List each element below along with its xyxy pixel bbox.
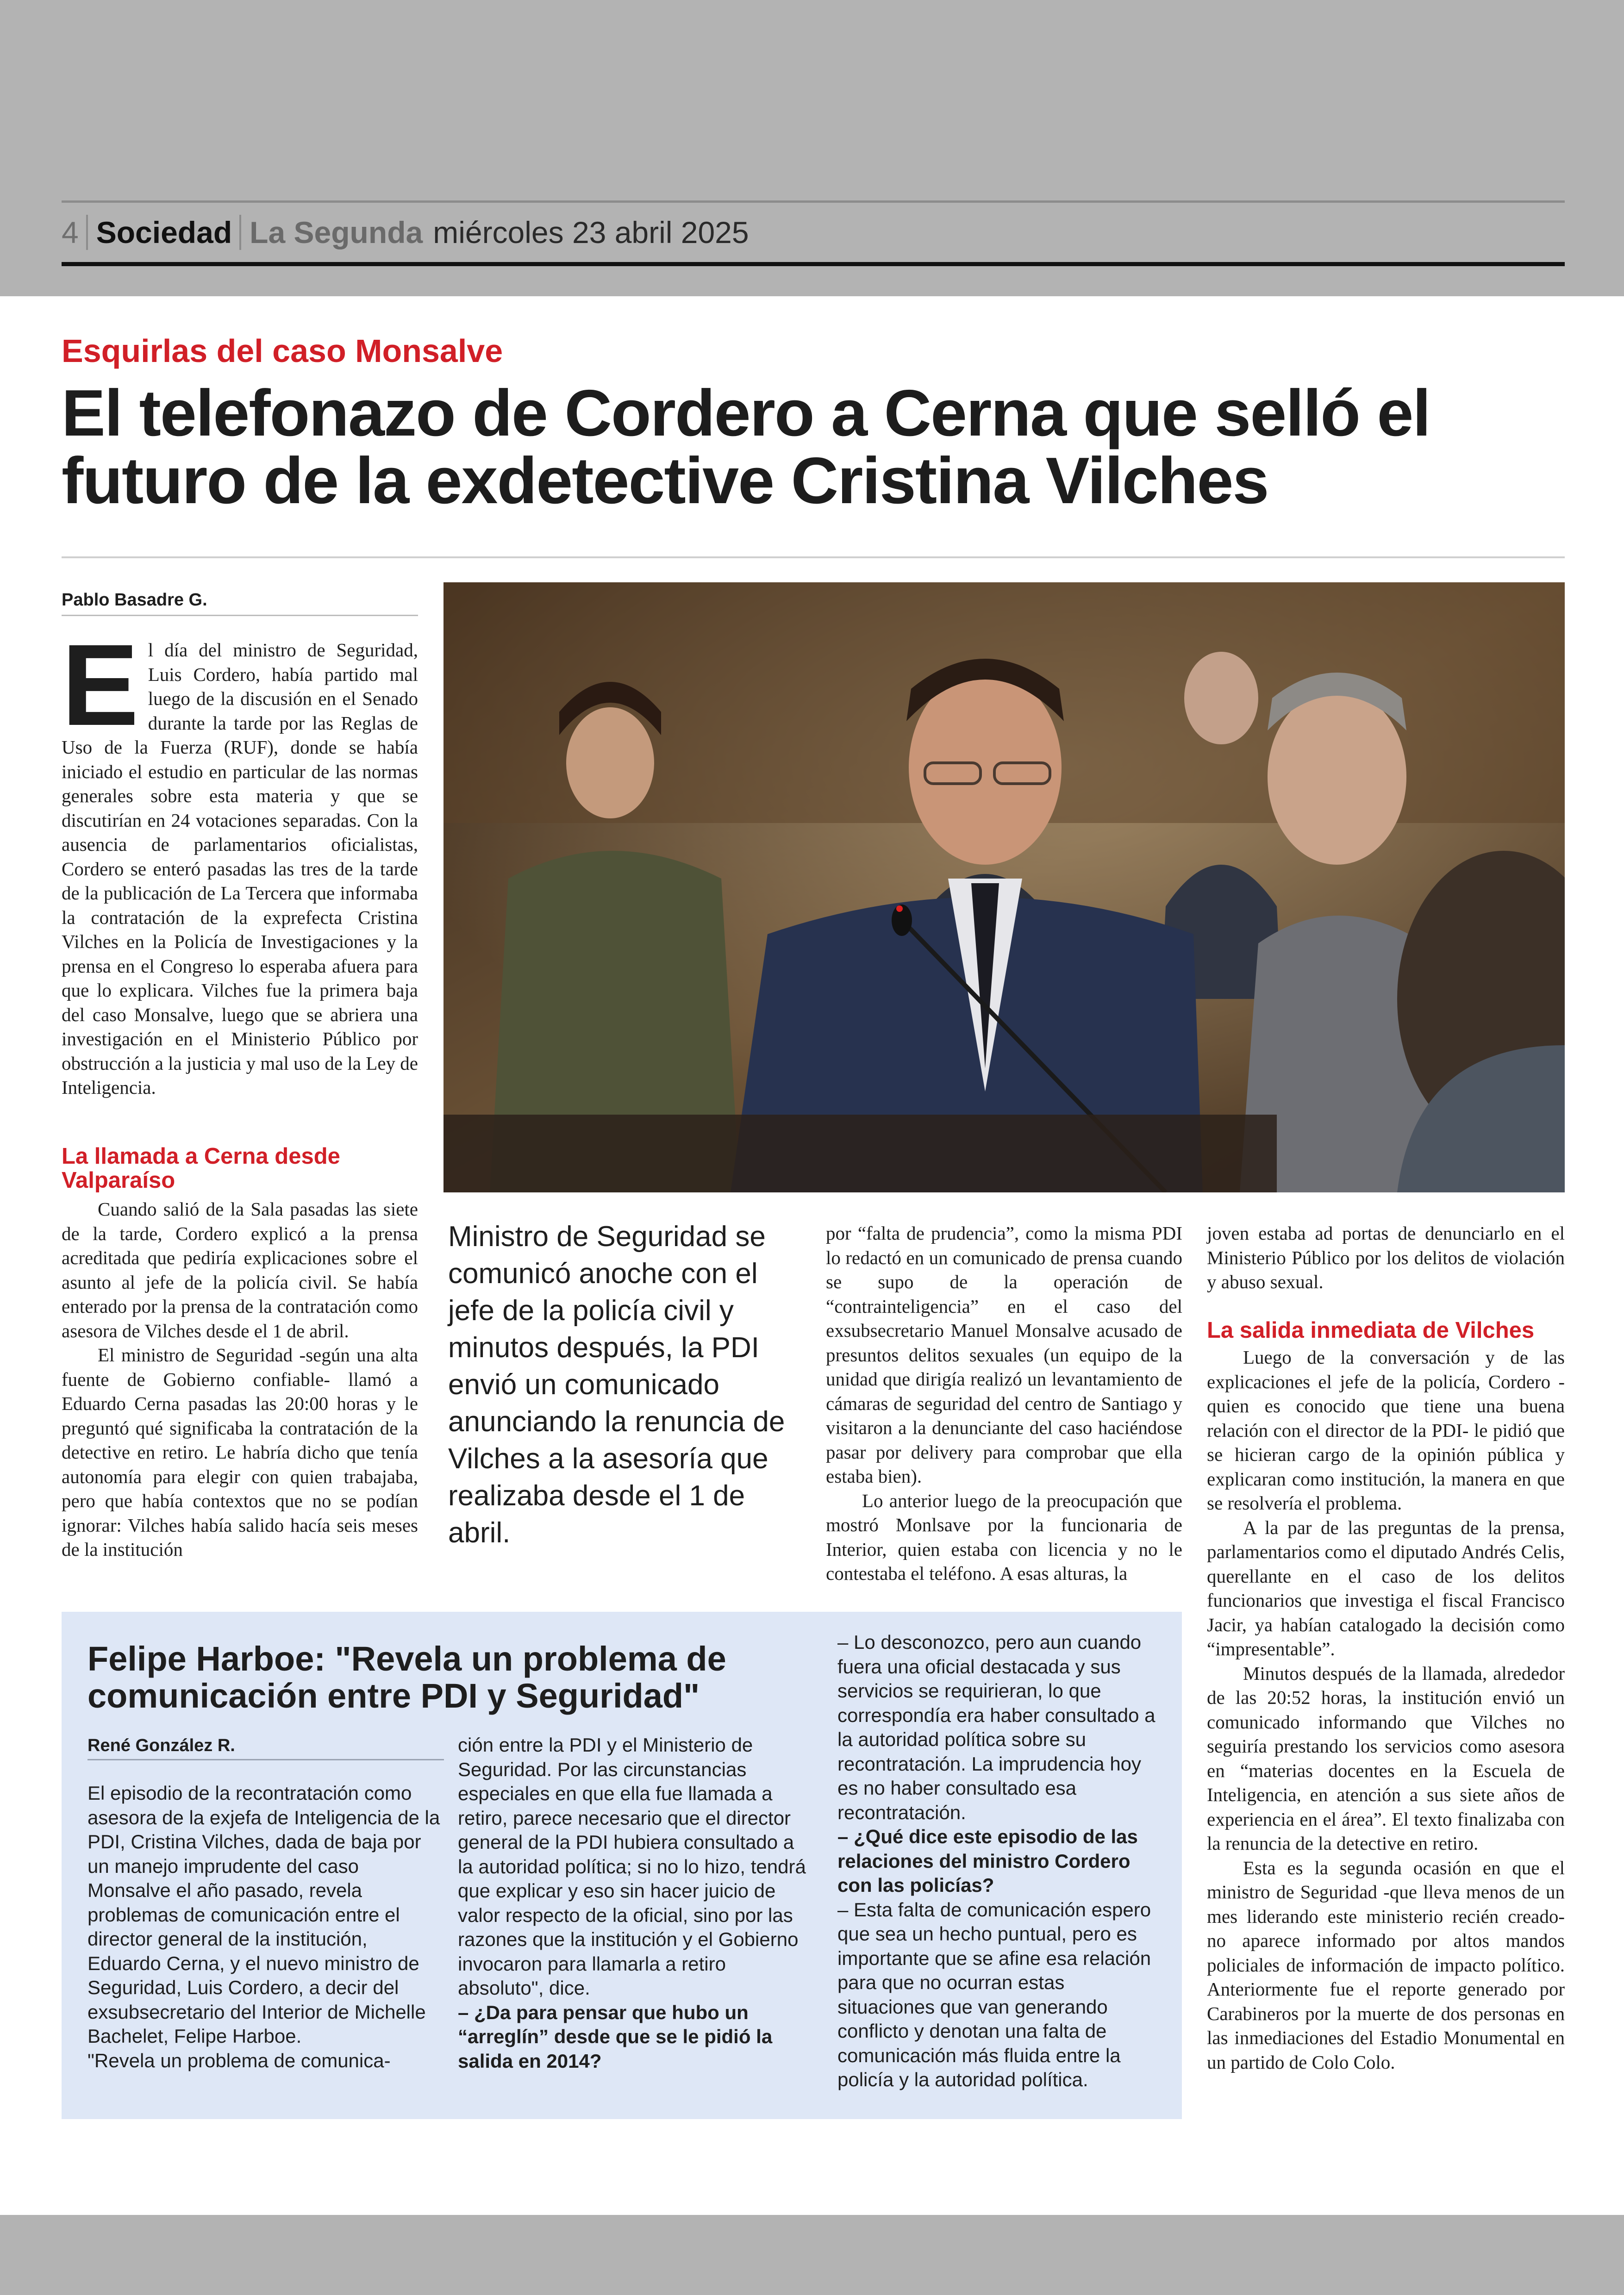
page-header: [62, 209, 749, 256]
paragraph: A la par de las preguntas de la prensa, parlamentarios como el diputado Andrés Celis, querellante en el caso de los delitos funcionarios que investiga el fiscal Francisco Jacir, ya habían catalogado la decisión como “impresentable”.: [1207, 1516, 1565, 1659]
interview-box: [62, 1612, 1182, 2119]
interview-paragraph: ción entre la PDI y el Ministerio de Seguridad. Por las circunstancias especiales en que ella fue llamada a retiro, parece necesario que el director general de la PDI hubiera consultado a la autoridad política; si no lo hizo, tendrá que explicar y eso sin hacer juicio de valor respecto de la oficial, sino por las razones que la institución y el Gobierno invocaron para llamarla a retiro absoluto", dice.: [458, 1734, 806, 1999]
subhead-llamada: La llamada a Cerna desde Valparaíso: [62, 1144, 340, 1193]
header-bottom-rule: [62, 262, 1565, 266]
pull-quote: Ministro de Seguridad se comunicó anoche con el jefe de la policía civil y minutos después, la PDI envió un comunicado anunciando la renuncia de Vilches a la asesoría que realizaba desde el 1 de abril.: [448, 1221, 785, 1549]
paragraph: Lo anterior luego de la preocupación que mostró Monlsave por la funcionaria de Interior, quien estaba con licencia y no le contestaba el teléfono. A esas alturas, la: [826, 1490, 1182, 1584]
publication-name: La Segunda: [250, 215, 423, 249]
article-intro: [62, 620, 418, 1100]
interview-question: [458, 2001, 814, 2074]
byline-rule: [62, 615, 418, 616]
drop-cap: E: [62, 620, 139, 749]
article-headline: El telefonazo de Cordero a Cerna que selló el futuro de la exdetective Cristina Vilches: [62, 376, 1430, 518]
paragraph: El ministro de Seguridad -según una alta fuente de Gobierno confiable- llamó a Eduardo Cerna pasadas las 20:00 horas y le preguntó qué significaba la contratación de la detective en retiro. Le habría dicho que tenía autonomía para elegir con quien trabajaba, pero que había contextos que no se podían ignorar: Vilches había salido hacía seis meses de la institución: [62, 1344, 418, 1560]
article-column-1: [62, 1197, 418, 1562]
photo-illustration: [443, 582, 1565, 1192]
bottom-margin: [0, 2215, 1624, 2295]
interview-answer: – Esta falta de comunicación espero que sea un hecho puntual, pero es importante que se afine esa relación para que no ocurran estas situaciones que van generando conflicto y denotan una falta de comunicación más fluida entre la policía y la autoridad política.: [837, 1898, 1151, 2090]
article-column-4: [1207, 1345, 1565, 2074]
paragraph: Minutos después de la llamada, alrededor de las 20:52 horas, la institución envió un comunicado informando que Vilches no seguiría prestando los servicios como asesora en “materias docentes en la Escuela de Inteligencia, en atención a sus siete años de experiencia en el área”. El texto finalizaba con la renuncia de la detective en retiro.: [1207, 1662, 1565, 1854]
article-column-4-top: [1207, 1221, 1565, 1294]
headline-rule: [62, 556, 1565, 558]
interview-paragraph: "Revela un problema de comunica-: [87, 2049, 391, 2071]
article-byline: Pablo Basadre G.: [62, 590, 207, 610]
interview-column-3: [837, 1630, 1166, 2092]
paragraph: Esta es la segunda ocasión en que el ministro de Seguridad -que lleva menos de un mes liderando este ministerio recién creado- no aparece informado por altos mandos policiales de información de impacto político. Anteriormente fue el reporte generado por Carabineros por la muerte de dos personas en las inmediaciones del Estadio Monumental en un partido de Colo Colo.: [1207, 1857, 1565, 2073]
paragraph: por “falta de prudencia”, como la misma PDI lo redactó en un comunicado de prensa cuando se supo de la operación de “contrainteligencia” en el caso del exsubsecretario Manuel Monsalve acusado de presuntos delitos sexuales (un equipo de la unidad que dirigía realizó un levantamiento de cámaras de seguridad del centro de Santiago y visitaron a la denunciante del caso haciéndose pasar por delivery para comprobar que ella estaba bien).: [826, 1222, 1182, 1487]
page-number: 4: [62, 215, 88, 250]
interview-answer: – Lo desconozco, pero aun cuando fuera una oficial destacada y sus servicios se requirieran, lo que correspondía era haber consultado a la autoridad política sobre su recontratación. La imprudencia hoy es no haber consultado esa recontratación.: [837, 1631, 1156, 1823]
header-top-rule: [62, 200, 1565, 203]
interview-byline: René González R.: [87, 1736, 235, 1755]
article-photo: [443, 582, 1565, 1192]
question-text: – ¿Da para pensar que hubo un “arreglín” desde que se le pidió la salida en 2014?: [458, 2001, 773, 2072]
intro-paragraph: l día del ministro de Seguridad, Luis Cordero, había partido mal luego de la discusión en el Senado durante la tarde por las Reglas de Uso de la Fuerza (RUF), donde se había iniciado el estudio en particular de las normas generales sobre esta materia y que se discutirían en 24 votaciones separadas. Con la ausencia de parlamentarios oficialistas, Cordero se enteró pasadas las tres de la tarde de la publicación de La Tercera que informaba la contratación de la exprefecta Cristina Vilches en la Policía de Investigaciones y la prensa en el Congreso lo esperaba afuera para que lo explicara. Vilches fue la primera baja del caso Monsalve, luego que se abriera una investigación en el Ministerio Público por obstrucción a la justicia y mal uso de la Ley de Inteligencia.: [62, 639, 418, 1098]
interview-paragraph: El episodio de la recontratación como asesora de la exjefa de Inteligencia de la PDI, Cristina Vilches, dada de baja por un manejo imprudente del caso Monsalve el año pasado, revela problemas de comunicación entre el director general de la institución, Eduardo Cerna, y el nuevo ministro de Seguridad, Luis Cordero, a decir del exsubsecretario del Interior de Michelle Bachelet, Felipe Harboe.: [87, 1782, 440, 2047]
article-kicker: Esquirlas del caso Monsalve: [62, 333, 503, 369]
question-text: – ¿Qué dice este episodio de las relaciones del ministro Cordero con las policías?: [837, 1826, 1138, 1896]
interview-byline-rule: [87, 1759, 444, 1760]
interview-column-1: [87, 1781, 444, 2073]
issue-date: miércoles 23 abril 2025: [433, 215, 749, 249]
section-name: Sociedad: [88, 215, 241, 250]
paragraph: Cuando salió de la Sala pasadas las siete de la tarde, Cordero explicó a la prensa acreditada que pediría explicaciones sobre el asunto al jefe de la policía civil. Se había enterado por la prensa de la contratación como asesora de Vilches desde el 1 de abril.: [62, 1198, 418, 1341]
subhead-salida: La salida inmediata de Vilches: [1207, 1318, 1535, 1343]
paragraph: Luego de la conversación y de las explicaciones el jefe de la policía, Cordero -quien es conocido que tiene una buena relación con el director de la PDI- le pidió que se hicieran cargo de la opinión pública y explicaran como institución, la manera en que se resolvería el problema.: [1207, 1347, 1565, 1514]
paragraph: joven estaba ad portas de denunciarlo en el Ministerio Público por los delitos de violación y abuso sexual.: [1207, 1222, 1565, 1292]
interview-title: Felipe Harboe: "Revela un problema de comunicación entre PDI y Seguridad": [87, 1640, 726, 1715]
interview-question: [837, 1825, 1166, 1898]
interview-column-2: [458, 1733, 814, 2073]
article-column-3: [826, 1221, 1182, 1586]
